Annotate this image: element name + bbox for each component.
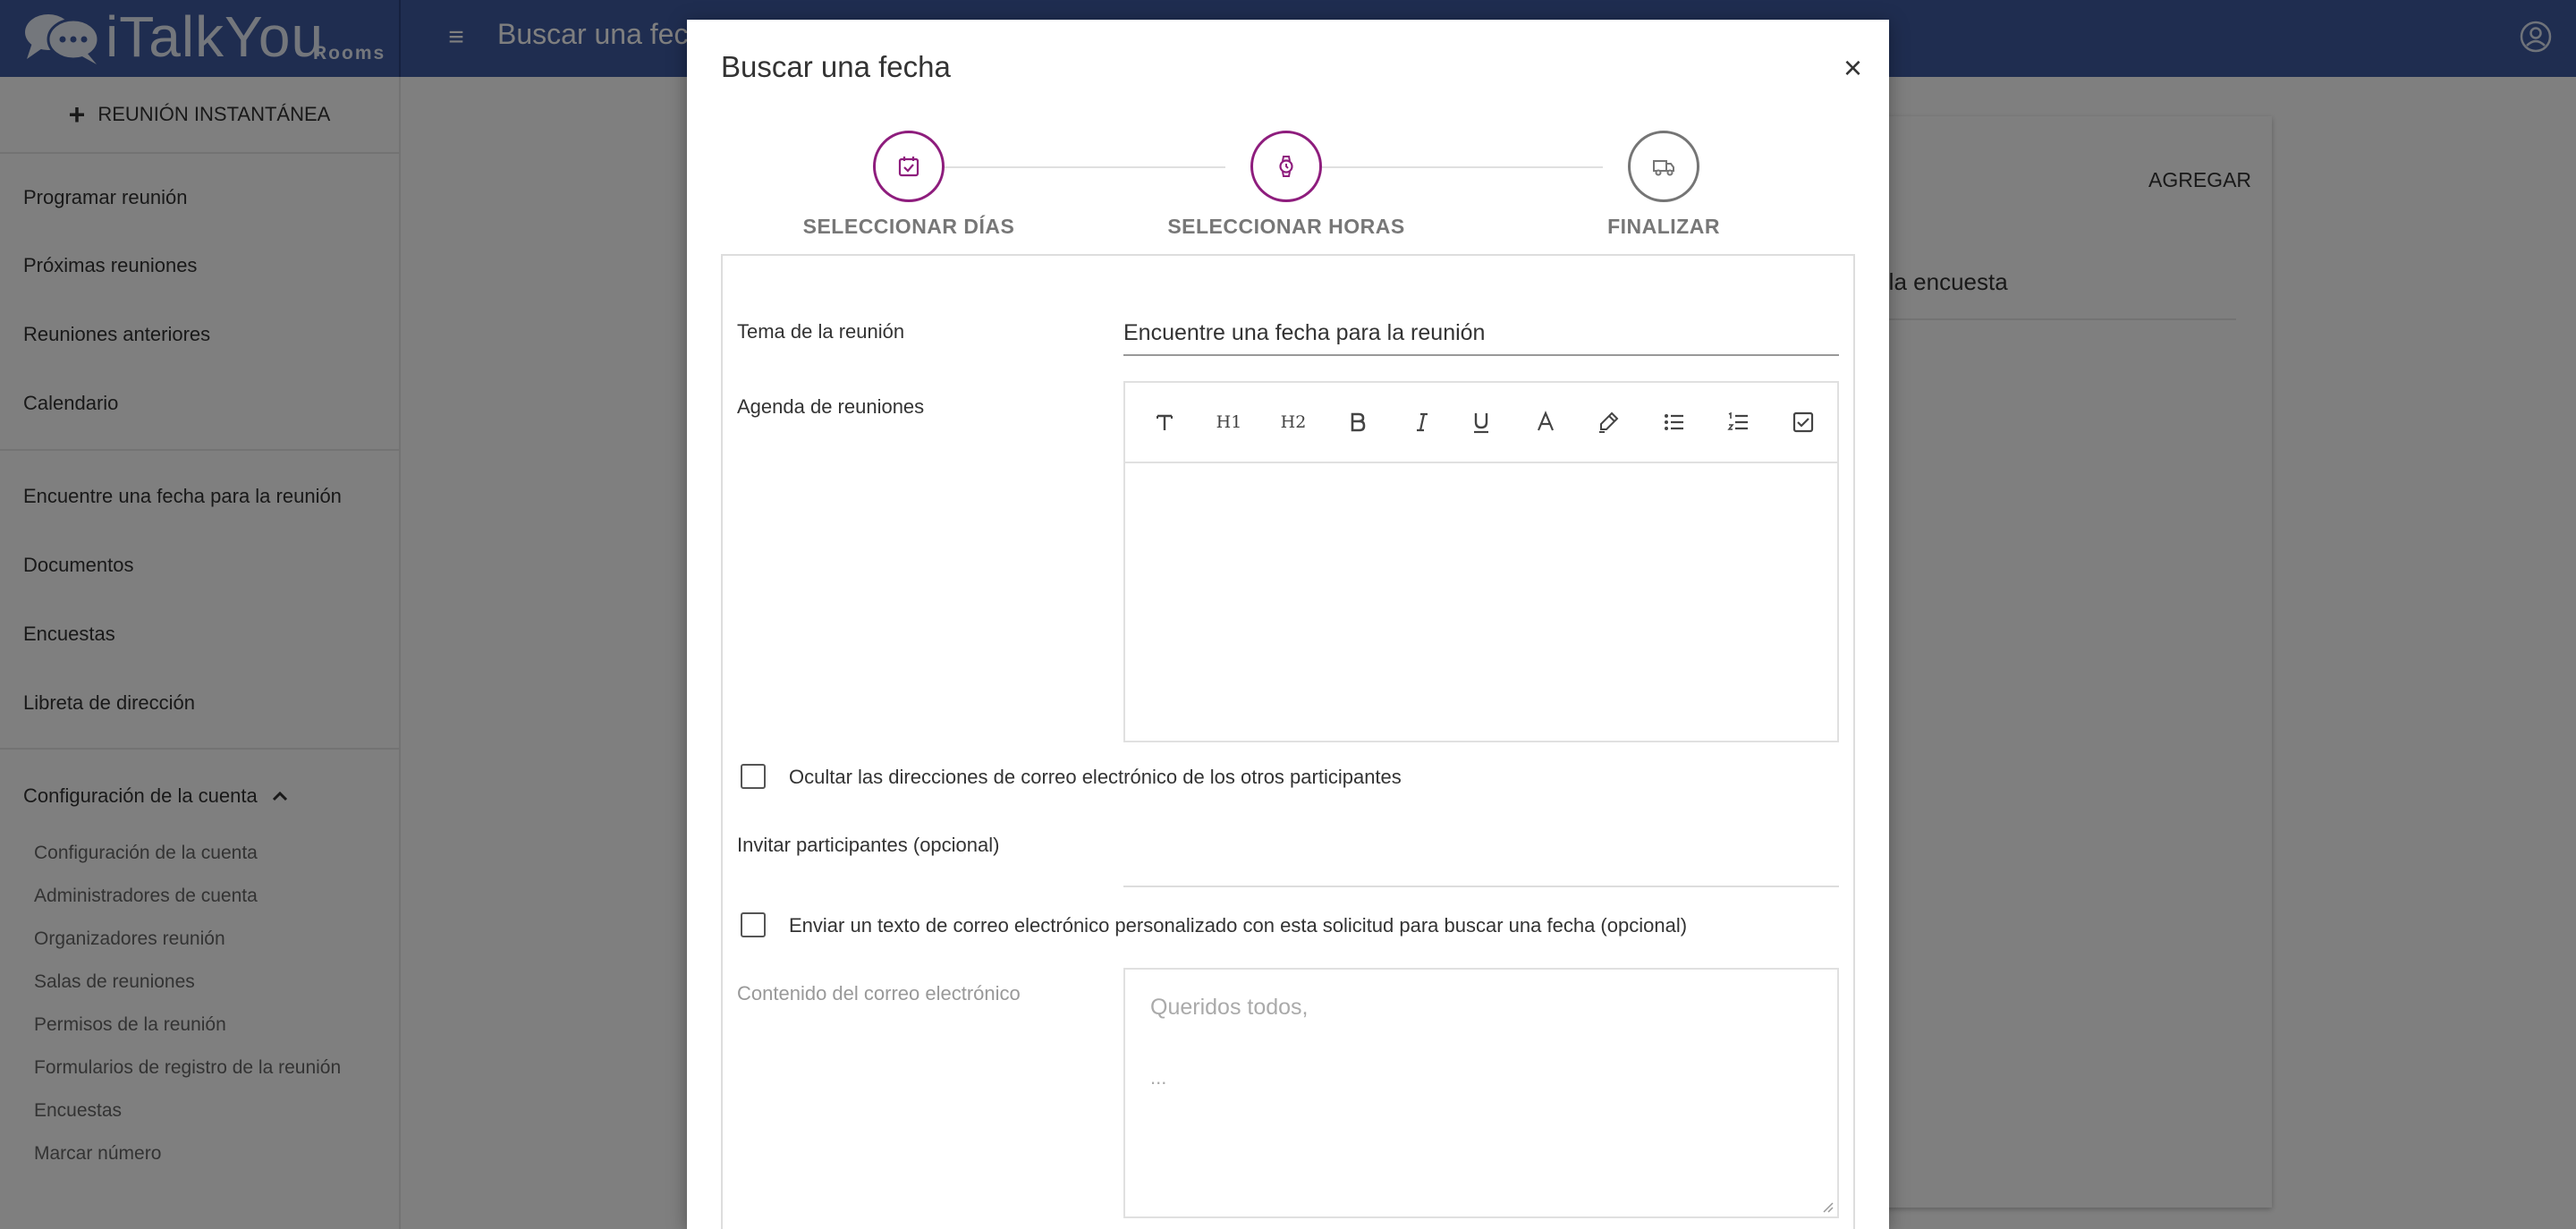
custom-email-checkbox[interactable] bbox=[741, 912, 766, 937]
italic-button[interactable] bbox=[1406, 406, 1438, 438]
h2-icon: H2 bbox=[1280, 412, 1307, 432]
step-select-hours[interactable] bbox=[1250, 131, 1322, 202]
step-finish[interactable] bbox=[1628, 131, 1699, 202]
watch-icon bbox=[1275, 155, 1298, 178]
bullet-list-button[interactable] bbox=[1658, 406, 1690, 438]
bold-button[interactable] bbox=[1342, 406, 1374, 438]
numbered-list-button[interactable] bbox=[1723, 406, 1755, 438]
topic-label: Tema de la reunión bbox=[737, 320, 905, 343]
text-icon bbox=[1152, 410, 1177, 435]
bullet-list-icon bbox=[1662, 410, 1687, 435]
dialog-title: Buscar una fecha bbox=[721, 50, 951, 83]
editor-toolbar bbox=[1125, 383, 1837, 463]
highlighter-icon bbox=[1596, 410, 1621, 435]
topic-input[interactable]: Encuentre una fecha para la reunión bbox=[1123, 320, 1486, 345]
email-content-textarea[interactable] bbox=[1123, 968, 1839, 1218]
hide-emails-label: Ocultar las direcciones de correo electrónico de los otros participantes bbox=[789, 766, 1402, 788]
bold-icon bbox=[1345, 410, 1370, 435]
text-format-button[interactable] bbox=[1148, 406, 1181, 438]
agenda-editor[interactable] bbox=[1123, 381, 1839, 742]
font-color-button[interactable] bbox=[1530, 406, 1562, 438]
numbered-list-icon bbox=[1726, 410, 1751, 435]
step-label-select-days: SELECCIONAR DÍAS bbox=[802, 215, 1015, 238]
find-date-dialog bbox=[687, 20, 1889, 1229]
italic-icon bbox=[1410, 410, 1435, 435]
agenda-label: Agenda de reuniones bbox=[737, 395, 925, 418]
stepper-connector bbox=[945, 166, 1225, 168]
email-placeholder-ellipsis: ... bbox=[1150, 1066, 1167, 1089]
step-select-days[interactable] bbox=[873, 131, 945, 202]
checkbox-icon bbox=[1791, 410, 1816, 435]
checklist-button[interactable] bbox=[1787, 406, 1819, 438]
email-content-label: Contenido del correo electrónico bbox=[737, 982, 1021, 1004]
heading1-button[interactable] bbox=[1213, 406, 1245, 438]
custom-email-label: Enviar un texto de correo electrónico personalizado con esta solicitud para buscar una fecha (opcional) bbox=[789, 914, 1688, 937]
invite-label: Invitar participantes (opcional) bbox=[737, 834, 1000, 856]
calendar-check-icon bbox=[897, 155, 920, 178]
step-label-select-hours: SELECCIONAR HORAS bbox=[1167, 215, 1405, 238]
underline-button[interactable] bbox=[1465, 406, 1497, 438]
stepper-connector bbox=[1322, 166, 1603, 168]
truck-icon bbox=[1652, 155, 1675, 178]
resize-handle-icon[interactable] bbox=[1821, 1200, 1834, 1213]
topic-input-underline bbox=[1123, 354, 1839, 356]
close-button[interactable]: × bbox=[1843, 49, 1862, 86]
h1-icon: H1 bbox=[1216, 412, 1242, 432]
email-placeholder-greeting: Queridos todos, bbox=[1150, 995, 1309, 1020]
highlight-button[interactable] bbox=[1592, 406, 1624, 438]
step-label-finish: FINALIZAR bbox=[1607, 215, 1720, 238]
heading2-button[interactable] bbox=[1277, 406, 1309, 438]
underline-icon bbox=[1469, 410, 1494, 435]
invite-input[interactable] bbox=[1123, 886, 1839, 887]
font-color-icon bbox=[1533, 410, 1558, 435]
hide-emails-checkbox[interactable] bbox=[741, 764, 766, 789]
